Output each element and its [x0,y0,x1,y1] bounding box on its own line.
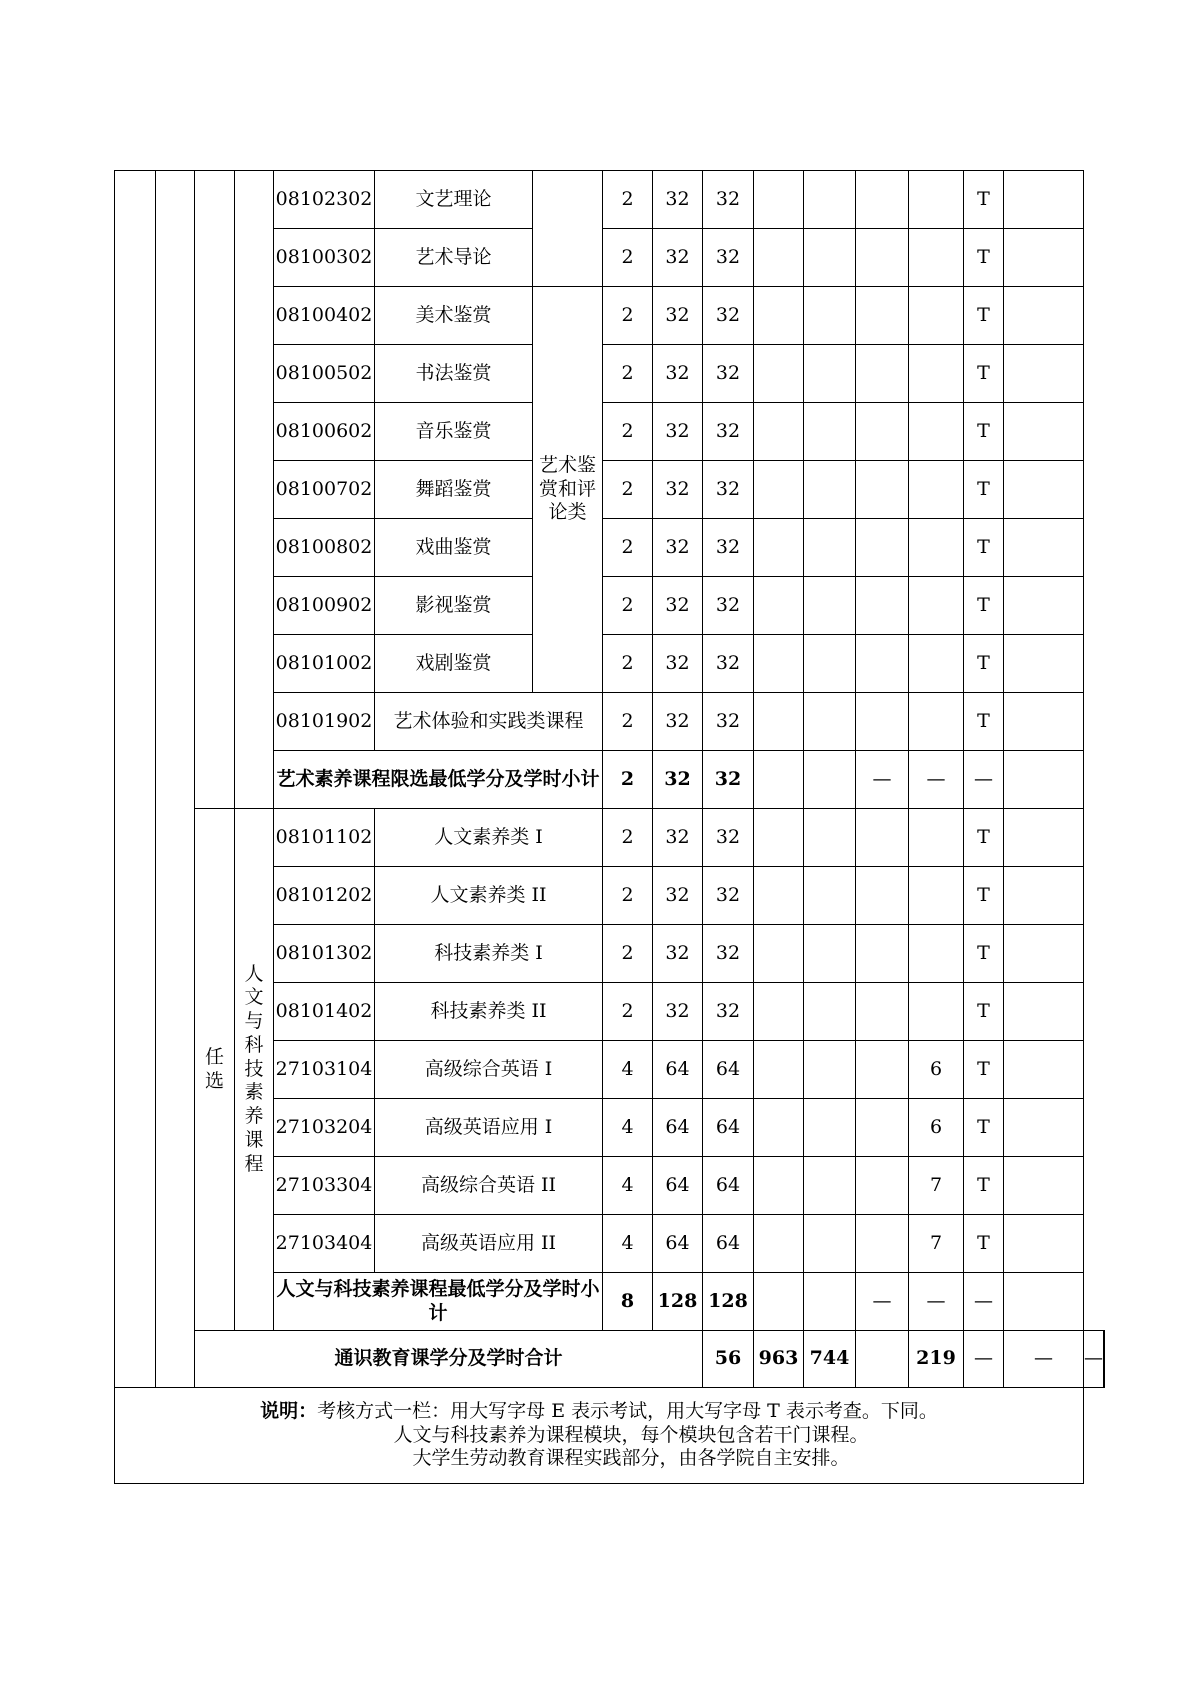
empty-cell [909,345,964,403]
empty-cell [909,171,964,229]
course-code: 08100602 [274,403,375,461]
theory-hours-cell: 32 [703,345,754,403]
course-code: 08101402 [274,983,375,1041]
credits-cell: 4 [603,1099,653,1157]
empty-cell [754,809,804,867]
practice-hours-cell: 219 [909,1331,964,1388]
art-category-label: 艺术鉴赏和评论类 [538,453,596,524]
assessment-cell: T [964,519,1004,577]
credits-cell: 2 [603,983,653,1041]
empty-cell [754,1041,804,1099]
theory-hours-cell: 32 [703,287,754,345]
empty-cell [909,403,964,461]
empty-cell [754,1157,804,1215]
semester-cell: 7 [909,1157,964,1215]
remarks-cell [1004,403,1084,461]
empty-cell [804,577,856,635]
credits-cell: 2 [603,925,653,983]
course-code: 08102302 [274,171,375,229]
theory-hours-cell: 64 [703,1215,754,1273]
empty-cell [804,751,856,809]
total-hours-cell: 963 [754,1331,804,1388]
course-code: 08100502 [274,345,375,403]
empty-cell [754,1099,804,1157]
grand-total-label: 通识教育课学分及学时合计 [195,1331,703,1388]
assessment-cell: T [964,1215,1004,1273]
humanities-subtotal-label: 人文与科技素养课程最低学分及学时小计 [274,1273,603,1331]
remarks-cell [1004,635,1084,693]
remarks-cell [1004,1099,1084,1157]
course-code: 08100702 [274,461,375,519]
theory-hours-cell: 32 [703,751,754,809]
notes-line-3: 大学生劳动教育课程实践部分，由各学院自主安排。 [412,1447,850,1470]
dash-cell: — [964,751,1004,809]
course-name: 戏曲鉴赏 [375,519,533,577]
total-hours-cell: 32 [653,983,703,1041]
required-type-cell [195,171,235,809]
total-hours-cell: 32 [653,287,703,345]
assessment-cell: T [964,693,1004,751]
remarks-cell [1004,461,1084,519]
empty-cell [856,461,909,519]
course-name: 艺术体验和实践类课程 [375,693,603,751]
assessment-cell: T [964,577,1004,635]
remarks-cell [1004,867,1084,925]
empty-cell [856,1099,909,1157]
theory-hours-cell: 32 [703,635,754,693]
empty-cell [909,229,964,287]
total-hours-cell: 32 [653,635,703,693]
empty-cell [909,693,964,751]
notes-text-1: 考核方式一栏：用大写字母 E 表示考试，用大写字母 T 表示考查。下同。 [317,1399,938,1422]
empty-cell [856,577,909,635]
theory-hours-cell: 128 [703,1273,754,1331]
total-hours-cell: 32 [653,461,703,519]
empty-cell [804,171,856,229]
semester-cell [909,867,964,925]
credits-cell: 2 [603,751,653,809]
theory-hours-cell: 32 [703,519,754,577]
remarks-cell [1004,983,1084,1041]
credits-cell: 2 [603,287,653,345]
empty-cell [856,1157,909,1215]
semester-cell: 6 [909,1041,964,1099]
course-name: 艺术导论 [375,229,533,287]
humanities-module-label: 人文与科技素养课程 [244,962,264,1175]
empty-cell [754,171,804,229]
empty-cell [856,345,909,403]
sub-category-cell [156,171,195,1388]
theory-hours-cell: 32 [703,867,754,925]
empty-cell [909,287,964,345]
empty-cell [754,577,804,635]
theory-hours-cell: 32 [703,983,754,1041]
remarks-cell [1004,1273,1084,1331]
total-hours-cell: 32 [653,693,703,751]
remarks-cell [1004,809,1084,867]
course-name: 影视鉴赏 [375,577,533,635]
empty-cell [754,635,804,693]
empty-cell [856,1041,909,1099]
remarks-cell [1004,577,1084,635]
assessment-cell: T [964,1157,1004,1215]
dash-cell: — [1004,1331,1084,1388]
empty-cell [856,171,909,229]
empty-cell [754,287,804,345]
theory-hours-cell: 32 [703,577,754,635]
empty-cell [804,925,856,983]
course-name: 高级英语应用 II [375,1215,603,1273]
empty-cell [754,751,804,809]
course-code: 08101102 [274,809,375,867]
empty-cell [804,1041,856,1099]
course-name: 高级英语应用 I [375,1099,603,1157]
theory-hours-cell: 744 [804,1331,856,1388]
semester-cell: 6 [909,1099,964,1157]
course-code: 08101202 [274,867,375,925]
empty-cell [754,1273,804,1331]
dash-cell: — [856,1273,909,1331]
empty-cell [856,1331,909,1388]
total-hours-cell: 64 [653,1041,703,1099]
empty-cell [754,867,804,925]
credits-cell: 2 [603,345,653,403]
total-hours-cell: 32 [653,809,703,867]
course-name: 戏剧鉴赏 [375,635,533,693]
remarks-cell [1004,287,1084,345]
assessment-cell: T [964,287,1004,345]
course-name: 高级综合英语 I [375,1041,603,1099]
course-code: 27103304 [274,1157,375,1215]
notes-line-1 [115,1400,1083,1424]
remarks-cell [1004,693,1084,751]
remarks-cell [1004,229,1084,287]
empty-cell [856,925,909,983]
credits-cell: 2 [603,809,653,867]
theory-hours-cell: 32 [703,403,754,461]
art-theory-category-cell [533,171,603,287]
course-code: 08101002 [274,635,375,693]
theory-hours-cell: 64 [703,1157,754,1215]
assessment-cell: T [964,345,1004,403]
course-name: 高级综合英语 II [375,1157,603,1215]
course-code: 27103404 [274,1215,375,1273]
art-module-cell [235,171,274,809]
course-name: 美术鉴赏 [375,287,533,345]
course-name: 科技素养类 I [375,925,603,983]
elective-group-cell [195,809,235,1331]
empty-cell [754,983,804,1041]
empty-cell [754,1215,804,1273]
course-code: 27103104 [274,1041,375,1099]
assessment-cell: T [964,809,1004,867]
total-hours-cell: 32 [653,925,703,983]
theory-hours-cell: 32 [703,461,754,519]
dash-cell: — [909,751,964,809]
empty-cell [856,403,909,461]
remarks-cell [1004,925,1084,983]
semester-cell [909,925,964,983]
empty-cell [804,635,856,693]
course-name: 人文素养类 I [375,809,603,867]
notes-cell [115,1388,1084,1484]
assessment-cell: T [964,925,1004,983]
total-hours-cell: 32 [653,577,703,635]
assessment-cell: T [964,635,1004,693]
course-code: 08100902 [274,577,375,635]
empty-cell [804,867,856,925]
empty-cell [804,519,856,577]
semester-cell [909,983,964,1041]
credits-cell: 4 [603,1157,653,1215]
empty-cell [804,403,856,461]
total-hours-cell: 32 [653,171,703,229]
notes-heading: 说明： [260,1399,318,1422]
remarks-cell [1104,1331,1105,1388]
total-hours-cell: 64 [653,1099,703,1157]
theory-hours-cell: 32 [703,693,754,751]
total-hours-cell: 32 [653,229,703,287]
empty-cell [754,925,804,983]
empty-cell [909,635,964,693]
notes-row [115,1388,1105,1484]
empty-cell [856,867,909,925]
assessment-cell: T [964,229,1004,287]
total-hours-cell: 32 [653,751,703,809]
empty-cell [856,519,909,577]
empty-cell [754,403,804,461]
remarks-cell [1004,1041,1084,1099]
table-row [115,171,1105,229]
theory-hours-cell: 32 [703,171,754,229]
total-hours-cell: 64 [653,1215,703,1273]
course-name: 书法鉴赏 [375,345,533,403]
assessment-cell: T [964,403,1004,461]
course-name: 音乐鉴赏 [375,403,533,461]
empty-cell [804,693,856,751]
empty-cell [909,461,964,519]
total-hours-cell: 32 [653,403,703,461]
credits-cell: 2 [603,171,653,229]
art-category-cell [533,287,603,693]
course-name: 文艺理论 [375,171,533,229]
empty-cell [856,1215,909,1273]
course-code: 08101302 [274,925,375,983]
credits-cell: 2 [603,403,653,461]
dash-cell: — [964,1273,1004,1331]
curriculum-table [114,170,1105,1484]
credits-cell: 2 [603,577,653,635]
remarks-cell [1004,519,1084,577]
credits-cell: 2 [603,867,653,925]
empty-cell [856,635,909,693]
empty-cell [856,229,909,287]
assessment-cell: T [964,171,1004,229]
empty-cell [804,229,856,287]
theory-hours-cell: 32 [703,809,754,867]
dash-cell: — [964,1331,1004,1388]
total-hours-cell: 64 [653,1157,703,1215]
notes-line-2: 人文与科技素养为课程模块，每个模块包含若干门课程。 [393,1423,869,1446]
empty-cell [754,693,804,751]
remarks-cell [1004,345,1084,403]
total-hours-cell: 32 [653,867,703,925]
empty-cell [804,1099,856,1157]
course-code: 08100402 [274,287,375,345]
dash-cell: — [1084,1331,1104,1388]
empty-cell [804,1157,856,1215]
course-name: 人文素养类 II [375,867,603,925]
empty-cell [804,345,856,403]
remarks-cell [1004,1157,1084,1215]
semester-cell: 7 [909,1215,964,1273]
empty-cell [909,519,964,577]
dash-cell: — [909,1273,964,1331]
credits-cell: 2 [603,229,653,287]
grand-total-row [115,1331,1105,1388]
empty-cell [856,983,909,1041]
credits-cell: 2 [603,519,653,577]
remarks-cell [1004,751,1084,809]
remarks-cell [1004,1215,1084,1273]
credits-cell: 8 [603,1273,653,1331]
course-code: 27103204 [274,1099,375,1157]
total-hours-cell: 32 [653,345,703,403]
empty-cell [804,461,856,519]
art-subtotal-label: 艺术素养课程限选最低学分及学时小计 [274,751,603,809]
assessment-cell: T [964,1041,1004,1099]
empty-cell [909,577,964,635]
table-row [115,809,1105,867]
empty-cell [804,809,856,867]
course-code: 08100302 [274,229,375,287]
elective-label: 任选 [205,1045,225,1092]
course-code: 08101902 [274,693,375,751]
theory-hours-cell: 64 [703,1041,754,1099]
outer-category-cell [115,171,156,1388]
credits-cell: 4 [603,1215,653,1273]
empty-cell [804,983,856,1041]
empty-cell [754,461,804,519]
assessment-cell: T [964,867,1004,925]
course-name: 科技素养类 II [375,983,603,1041]
empty-cell [804,1273,856,1331]
course-code: 08100802 [274,519,375,577]
humanities-module-cell [235,809,274,1331]
dash-cell: — [856,751,909,809]
empty-cell [804,287,856,345]
assessment-cell: T [964,983,1004,1041]
credits-cell: 2 [603,635,653,693]
theory-hours-cell: 32 [703,229,754,287]
course-name: 舞蹈鉴赏 [375,461,533,519]
empty-cell [754,519,804,577]
total-hours-cell: 32 [653,519,703,577]
remarks-cell [1004,171,1084,229]
empty-cell [856,809,909,867]
empty-cell [856,693,909,751]
assessment-cell: T [964,1099,1004,1157]
theory-hours-cell: 32 [703,925,754,983]
empty-cell [856,287,909,345]
empty-cell [804,1215,856,1273]
total-hours-cell: 128 [653,1273,703,1331]
credits-cell: 2 [603,693,653,751]
credits-cell: 56 [703,1331,754,1388]
semester-cell [909,809,964,867]
theory-hours-cell: 64 [703,1099,754,1157]
credits-cell: 2 [603,461,653,519]
empty-cell [754,229,804,287]
empty-cell [754,345,804,403]
assessment-cell: T [964,461,1004,519]
credits-cell: 4 [603,1041,653,1099]
